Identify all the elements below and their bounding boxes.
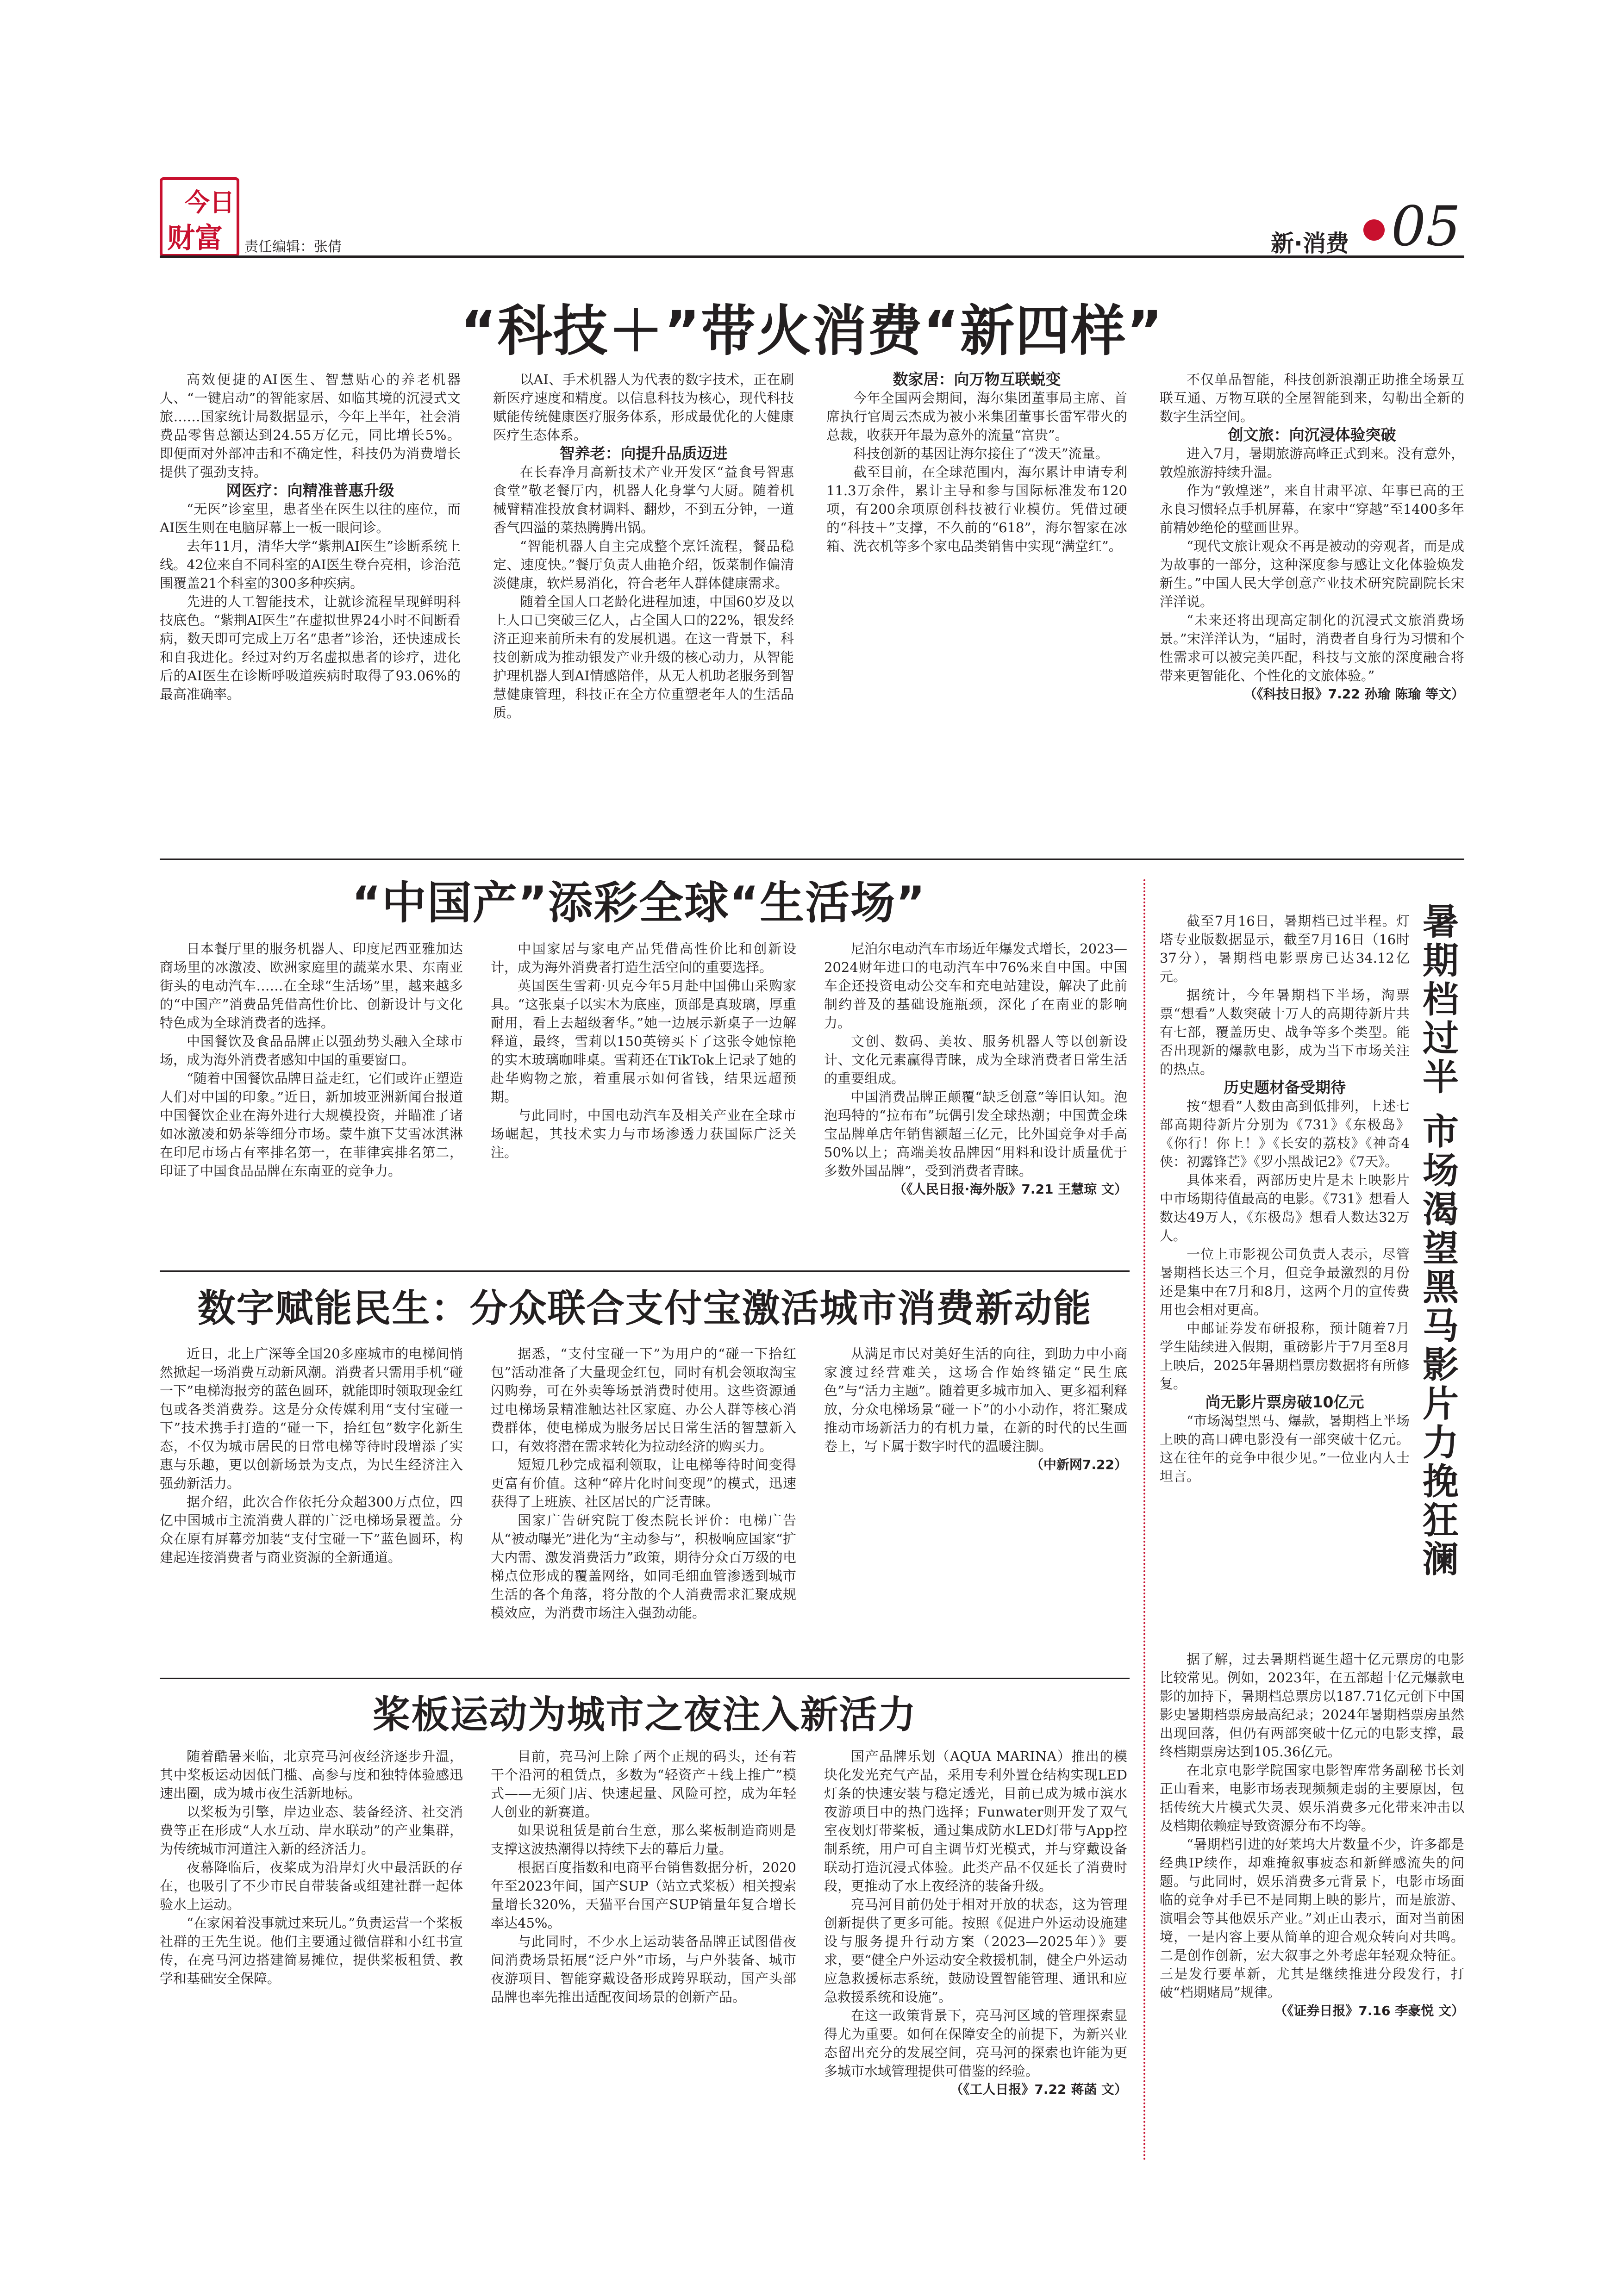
article4-source: （《工人日报》7.22 蒋菡 文） <box>950 2082 1127 2097</box>
article1-col4 <box>1160 370 1464 703</box>
article1-s2-p2: “智能机器人自主完成整个烹饪流程，餐品稳定、速度快。”餐厅负责人曲艳介绍，饭菜制作偏清淡健康，软烂易消化，符合老年人群体健康需求。 <box>493 538 794 591</box>
article5-title: 暑期档过半 市场渴望黑马影片力挽狂澜 <box>1417 902 1458 1579</box>
article5-source: （《证券日报》7.16 李豪悦 文） <box>1274 2003 1464 2018</box>
logo-line1: 今日 <box>185 187 235 217</box>
article2-p2: 中国餐饮及食品品牌正以强劲势头融入全球市场，成为海外消费者感知中国的重要窗口。 <box>160 1033 463 1068</box>
article4-p10: 亮马河目前仍处于相对开放的状态，这为管理创新提供了更多可能。按照《促进户外运动设施建设与服务提升行动方案（2023—2025年）》要求，要“健全户外运动安全救援机制，健全户外运动应急救援标志系统，鼓励设置智能管理、通讯和应急救援系统和设施”。 <box>824 1897 1127 2005</box>
article1-title: “科技＋”带火消费“新四样” <box>460 299 1164 363</box>
article2-p7: 尼泊尔电动汽车市场近年爆发式增长，2023—2024财年进口的电动汽车中76%来自中国。中国车企还投资电动公交车和充电站建设，解决了此前制约普及的基础设施瓶颈，深化了在南亚的影响力。 <box>824 941 1127 1031</box>
article1-col2 <box>493 370 794 722</box>
section-name: 新·消费 <box>1271 230 1349 257</box>
article1-s1-p3: 先进的人工智能技术，让就诊流程呈现鲜明科技底色。“紫荆AI医生”在虚拟世界24小时不间断看病，数天即可完成上万名“患者”诊治，还快速成长和自我进化。经过对约万名虚拟患者的诊疗，进化后的AI医生在诊断呼吸道疾病时取得了93.06%的最高准确率。 <box>160 594 461 702</box>
article1-s3-p1: 今年全国两会期间，海尔集团董事局主席、首席执行官周云杰成为被小米集团董事长雷军带火的总裁，收获开年最为意外的流量“富贵”。 <box>826 390 1127 443</box>
article3-col3 <box>824 1344 1127 1474</box>
article1-s2-title: 智养老：向提升品质迈进 <box>559 444 728 462</box>
article1-divider <box>160 859 1464 860</box>
article2-p5: 英国医生雪莉·贝克今年5月赴中国佛山采购家具。“这张桌子以实木为底座，顶部是真玻璃，厚重耐用，看上去超级奢华。”她一边展示新桌子一边解释道，最终，雪莉以150英镑买下了这张令她惊艳的实木玻璃咖啡桌。雪莉还在TikTok上记录了她的赴华购物之旅，着重展示如何省钱，结果远超预期。 <box>491 978 796 1105</box>
article1-s3-p4: 不仅单品智能，科技创新浪潮正助推全场景互联互通、万物互联的全屋智能到来，勾勒出全新的数字生活空间。 <box>1160 372 1464 424</box>
article1-s4-title: 创文旅：向沉浸体验突破 <box>1228 426 1396 444</box>
article2-divider <box>160 1270 1130 1272</box>
article2-col3 <box>824 940 1127 1199</box>
article3-title: 数字赋能民生：分众联合支付宝激活城市消费新动能 <box>197 1287 1092 1331</box>
article2-p8: 文创、数码、美妆、服务机器人等以创新设计、文化元素赢得青睐，成为全球消费者日常生活的重要组成。 <box>824 1033 1127 1086</box>
article2-title: “中国产”添彩全球“生活场” <box>351 877 926 929</box>
article1-s1-p1: “无医”诊室里，患者坐在医生以往的座位，而AI医生则在电脑屏幕上一板一眼问诊。 <box>160 501 461 535</box>
article4-p7: 根据百度指数和电商平台销售数据分析，2020年至2023年间，国产SUP（站立式桨板）相关搜索量增长320%，天猫平台国产SUP销量年复合增长率达45%。 <box>491 1860 796 1931</box>
article5-col2 <box>1160 1650 1464 2020</box>
article2-p4: 中国家居与家电产品凭借高性价比和创新设计，成为海外消费者打造生活空间的重要选择。 <box>491 941 796 975</box>
article1-s4-p2: 作为“敦煌迷”，来自甘肃平凉、年事已高的王永良习惯轻点手机屏幕，在家中“穿越”至1400多年前精妙绝伦的壁画世界。 <box>1160 483 1464 535</box>
section-dot-icon <box>1363 219 1385 241</box>
article2-p3: “随着中国餐饮品牌日益走红，它们或许正塑造人们对中国的印象。”近日，新加坡亚洲新闻台报道中国餐饮企业在海外进行大规模投资，并瞄准了诸如冰激凌和奶茶等细分市场。蒙牛旗下艾雪冰淇淋在印尼市场占有率排名第一，在菲律宾排名第二，印证了中国食品品牌在东南亚的竞争力。 <box>160 1070 463 1179</box>
article5-s2-title: 尚无影片票房破10亿元 <box>1205 1393 1364 1411</box>
article5-p6: 中邮证券发布研报称，预计随着7月学生陆续进入假期，重磅影片于7月至8月上映后，2025年暑期档票房数据将有所修复。 <box>1160 1320 1410 1392</box>
article4-p3: 夜幕降临后，夜桨成为沿岸灯火中最活跃的存在，也吸引了不少市民自带装备或组建社群一起体验水上运动。 <box>160 1860 463 1912</box>
article1-s2-p1: 在长春净月高新技术产业开发区“益食号智惠食堂”敬老餐厅内，机器人化身掌勺大厨。随着机械臂精准投放食材调料、翻炒，不到五分钟，一道香气四溢的菜热腾腾出锅。 <box>493 464 794 535</box>
header-rule <box>160 255 1464 258</box>
article4-p5: 目前，亮马河上除了两个正规的码头，还有若干个沿河的租赁点，多数为“轻资产＋线上推广”模式——无须门店、快速起量、风险可控，成为年轻人创业的新赛道。 <box>491 1748 796 1820</box>
article4-p4: “在家闲着没事就过来玩儿。”负责运营一个桨板社群的王先生说。他们主要通过微信群和小红书宣传，在亮马河边搭建简易摊位，提供桨板租赁、教学和基础安全保障。 <box>160 1915 463 1986</box>
article2-p9: 中国消费品牌正颠覆“缺乏创意”等旧认知。泡泡玛特的“拉布布”玩偶引发全球热潮；中国黄金珠宝品牌单店年销售额超三亿元，比外国竞争对手高50%以上；高端美妆品牌因“用料和设计质量优于多数外国品牌”，受到消费者青睐。 <box>824 1089 1127 1179</box>
article1-s3-p3: 截至目前，在全球范围内，海尔累计申请专利11.3万余件，累计主导和参与国际标准发布120项，有200余项原创科技被行业模仿。凭借过硬的“科技＋”支撑，不久前的“618”，海尔智家在冰箱、洗衣机等多个家电品类销售中实现“满堂红”。 <box>826 464 1127 554</box>
article5-p4: 具体来看，两部历史片是未上映影片中市场期待值最高的电影。《731》想看人数达49万人，《东极岛》想看人数达32万人。 <box>1160 1172 1410 1244</box>
article3-p6: 从满足市民对美好生活的向往，到助力中小商家渡过经营难关，这场合作始终锚定“民生底色”与“活力主题”。随着更多城市加入、更多福利释放，分众电梯场景“碰一下”的小小动作，将汇聚成推动市场新活力的有机力量，在新的时代的民生画卷上，写下属于数字时代的温暖注脚。 <box>824 1346 1127 1454</box>
article4-p8: 与此同时，不少水上运动装备品牌正试图借夜间消费场景拓展“泛户外”市场，与户外装备、城市夜游项目、智能穿戴设备形成跨界联动，国产头部品牌也率先推出适配夜间场景的创新产品。 <box>491 1934 796 2005</box>
article3-col2 <box>491 1344 796 1622</box>
article5-p7: “市场渴望黑马、爆款，暑期档上半场上映的高口碑电影没有一部突破十亿元。这在往年的竞争中很少见。”一位业内人士坦言。 <box>1160 1413 1410 1484</box>
article4-p1: 随着酷暑来临，北京亮马河夜经济逐步升温，其中桨板运动因低门槛、高参与度和独特体验感迅速出圈，成为城市夜生活新地标。 <box>160 1748 463 1801</box>
article5-p2: 据统计，今年暑期档下半场，淘票票“想看”人数突破十万人的高期待新片共有七部，覆盖历史、战争等多个类型。能否出现新的爆款电影，成为当下市场关注的热点。 <box>1160 987 1410 1077</box>
logo-line2: 财富 <box>167 222 223 255</box>
article4-col3 <box>824 1747 1127 2099</box>
article4-p11: 在这一政策背景下，亮马河区域的管理探索显得尤为重要。如何在保障安全的前提下，为新兴业态留出充分的发展空间，亮马河的探索也许能为更多城市水域管理提供可借鉴的经验。 <box>824 2008 1127 2079</box>
article1-col1 <box>160 370 461 703</box>
article4-p2: 以桨板为引擎，岸边业态、装备经济、社交消费等正在形成“人水互动、岸水联动”的产业集群，为传统城市河道注入新的经济活力。 <box>160 1804 463 1857</box>
article1-s4-p1: 进入7月，暑期旅游高峰正式到来。没有意外，敦煌旅游持续升温。 <box>1160 446 1464 480</box>
article5-p5: 一位上市影视公司负责人表示，尽管暑期档长达三个月，但竞争最激烈的月份还是集中在7月和8月，这两个月的宣传费用也会相对更高。 <box>1160 1246 1410 1318</box>
article3-source: （中新网7.22） <box>1030 1457 1127 1472</box>
article1-s3-title: 数家居：向万物互联蜕变 <box>893 370 1061 388</box>
article4-title: 桨板运动为城市之夜注入新活力 <box>372 1693 917 1737</box>
article2-col2 <box>491 940 796 1162</box>
article1-col3 <box>826 370 1127 555</box>
article5-p3: 按“想看”人数由高到低排列，上述七部高期待新片分别为《731》《东极岛》《你行！你上！》《长安的荔枝》《神奇4侠：初露锋芒》《罗小黑战记2》《7天》。 <box>1160 1098 1410 1170</box>
article1-intro: 高效便捷的AI医生、智慧贴心的养老机器人、“一键启动”的智能家居、如临其境的沉浸式文旅……国家统计局数据显示，今年上半年，社会消费品零售总额达到24.55万亿元，同比增长5%。即便面对外部冲击和不确定性，科技仍为消费增长提供了强劲支持。 <box>160 372 461 480</box>
article1-s1-p2: 去年11月，清华大学“紫荆AI医生”诊断系统上线。42位来自不同科室的AI医生登台亮相，诊治范围覆盖21个科室的300多种疾病。 <box>160 538 461 591</box>
article1-s2-p3: 随着全国人口老龄化进程加速，中国60岁及以上人口已突破三亿人，占全国人口的22%，银发经济正迎来前所未有的发展机遇。在这一背景下，科技创新成为推动银发产业升级的核心动力，从智能护理机器人到AI情感陪伴，从无人机助老服务到智慧健康管理，科技正在全方位重塑老年人的生活品质。 <box>493 594 794 721</box>
page-number: 05 <box>1391 194 1461 258</box>
article3-p4: 短短几秒完成福利领取，让电梯等待时间变得更富有价值。这种“碎片化时间变现”的模式，迅速获得了上班族、社区居民的广泛青睐。 <box>491 1457 796 1510</box>
article5-p10: “暑期档引进的好莱坞大片数量不少，许多都是经典IP续作，却难掩叙事疲态和新鲜感流失的问题。与此同时，娱乐消费多元背景下，电影市场面临的竞争对手已不是同期上映的影片，而是旅游、演唱会等其他娱乐产业。”刘正山表示，面对当前困境，一是内容上要从简单的迎合观众转向对共鸣。二是创作创新，宏大叙事之外考虑年轻观众特征。三是发行要革新，尤其是继续推进分段发行，打破“档期赌局”规律。 <box>1160 1836 1464 2000</box>
masthead-logo <box>160 177 239 257</box>
article4-p6: 如果说租赁是前台生意，那么桨板制造商则是支撑这波热潮得以持续下去的幕后力量。 <box>491 1823 796 1857</box>
article5-p8: 据了解，过去暑期档诞生超十亿元票房的电影比较常见。例如，2023年，在五部超十亿元爆款电影的加持下，暑期档总票房以187.71亿元创下中国影史暑期档票房最高纪录；2024年暑期档票房虽然出现回落，但仍有两部突破十亿元的电影支撑，最终档期票房达到105.36亿元。 <box>1160 1651 1464 1760</box>
article2-col1 <box>160 940 463 1180</box>
article2-p1: 日本餐厅里的服务机器人、印度尼西亚雅加达商场里的冰激凌、欧洲家庭里的蔬菜水果、东南亚街头的电动汽车……在全球“生活场”里，越来越多的“中国产”消费品凭借高性价比、创新设计与文化特色成为全球消费者的选择。 <box>160 941 463 1031</box>
article1-s1-title: 网医疗：向精准普惠升级 <box>226 481 394 499</box>
article4-col2 <box>491 1747 796 2006</box>
article3-col1 <box>160 1344 463 1567</box>
article5-p9: 在北京电影学院国家电影智库常务副秘书长刘正山看来，电影市场表现频频走弱的主要原因，包括传统大片模式失灵、娱乐消费多元化带来冲击以及档期依赖症导致资源分布不均等。 <box>1160 1762 1464 1834</box>
article1-s3-p2: 科技创新的基因让海尔接住了“泼天”流量。 <box>853 446 1109 461</box>
article3-p3: 据悉，“支付宝碰一下”为用户的“碰一下拾红包”活动准备了大量现金红包，同时有机会领取淘宝闪购券，可在外卖等场景消费时使用。这些资源通过电梯场景精准触达社区家庭、办公人群等核心消费群体，使电梯成为服务居民日常生活的智慧新入口，有效将潜在需求转化为拉动经济的购买力。 <box>491 1346 796 1454</box>
article1-s4-p3: “现代文旅让观众不再是被动的旁观者，而是成为故事的一部分，这种深度参与感让文化体验焕发新生。”中国人民大学创意产业技术研究院副院长宋洋洋说。 <box>1160 538 1464 610</box>
sidebar-dotted-divider <box>1143 879 1145 2161</box>
article1-s4-p4: “未来还将出现高定制化的沉浸式文旅消费场景。”宋洋洋认为，“届时，消费者自身行为习惯和个性需求可以被完美匹配，科技与文旅的深度融合将带来更智能化、个性化的文旅体验。” <box>1160 612 1464 684</box>
article1-source: （《科技日报》7.22 孙瑜 陈瑜 等文） <box>1243 686 1464 702</box>
article5-col1 <box>1160 912 1410 1486</box>
article4-p9: 国产品牌乐划（AQUA MARINA）推出的模块化发光充气产品，采用专利外置仓结构实现LED灯条的快速安装与稳定透光，目前已成为城市滨水夜游项目中的热门选择；Funwater则开发了双气室夜划灯带桨板，通过集成防水LED灯带与App控制系统，用户可自主调节灯光模式，并与穿戴设备联动打造沉浸式体验。此类产品不仅延长了消费时段，更推动了水上夜经济的装备升级。 <box>824 1748 1127 1894</box>
article4-col1 <box>160 1747 463 1988</box>
article3-p2: 据介绍，此次合作依托分众超300万点位，四亿中国城市主流消费人群的广泛电梯场景覆盖。分众在原有屏幕旁加装“支付宝碰一下”蓝色圆环，构建起连接消费者与商业资源的全新通道。 <box>160 1494 463 1565</box>
article2-source: （《人民日报·海外版》7.21 王慧琼 文） <box>893 1182 1127 1197</box>
article3-p1: 近日，北上广深等全国20多座城市的电梯间悄然掀起一场消费互动新风潮。消费者只需用手机“碰一下”电梯海报旁的蓝色圆环，就能即时领取现金红包或各类消费券。这是分众传媒利用“支付宝碰一下”技术携手打造的“碰一下，拾红包”数字化新生态，不仅为城市居民的日常电梯等待时段增添了实惠与乐趣，更以创新场景为支点，为民生经济注入强劲新活力。 <box>160 1346 463 1491</box>
article1-s1-p4: 以AI、手术机器人为代表的数字技术，正在刷新医疗速度和精度。以信息科技为核心，现代科技赋能传统健康医疗服务体系，形成最优化的大健康医疗生态体系。 <box>493 372 794 443</box>
article5-s1-title: 历史题材备受期待 <box>1224 1078 1346 1096</box>
article3-p5: 国家广告研究院丁俊杰院长评价：电梯广告从“被动曝光”进化为“主动参与”，积极响应国家“扩大内需、激发消费活力”政策，期待分众百万级的电梯点位形成的覆盖网络，如同毛细血管渗透到城市生活的各个角落，将分散的个人消费需求汇聚成规模效应，为消费市场注入强劲动能。 <box>491 1512 796 1621</box>
editor-credit: 责任编辑：张倩 <box>244 239 342 255</box>
article5-p1: 截至7月16日，暑期档已过半程。灯塔专业版数据显示，截至7月16日（16时37分），暑期档电影票房已达34.12亿元。 <box>1160 913 1410 984</box>
article3-divider <box>160 1678 1130 1679</box>
article2-p6: 与此同时，中国电动汽车及相关产业在全球市场崛起，其技术实力与市场渗透力获国际广泛关注。 <box>491 1108 796 1160</box>
